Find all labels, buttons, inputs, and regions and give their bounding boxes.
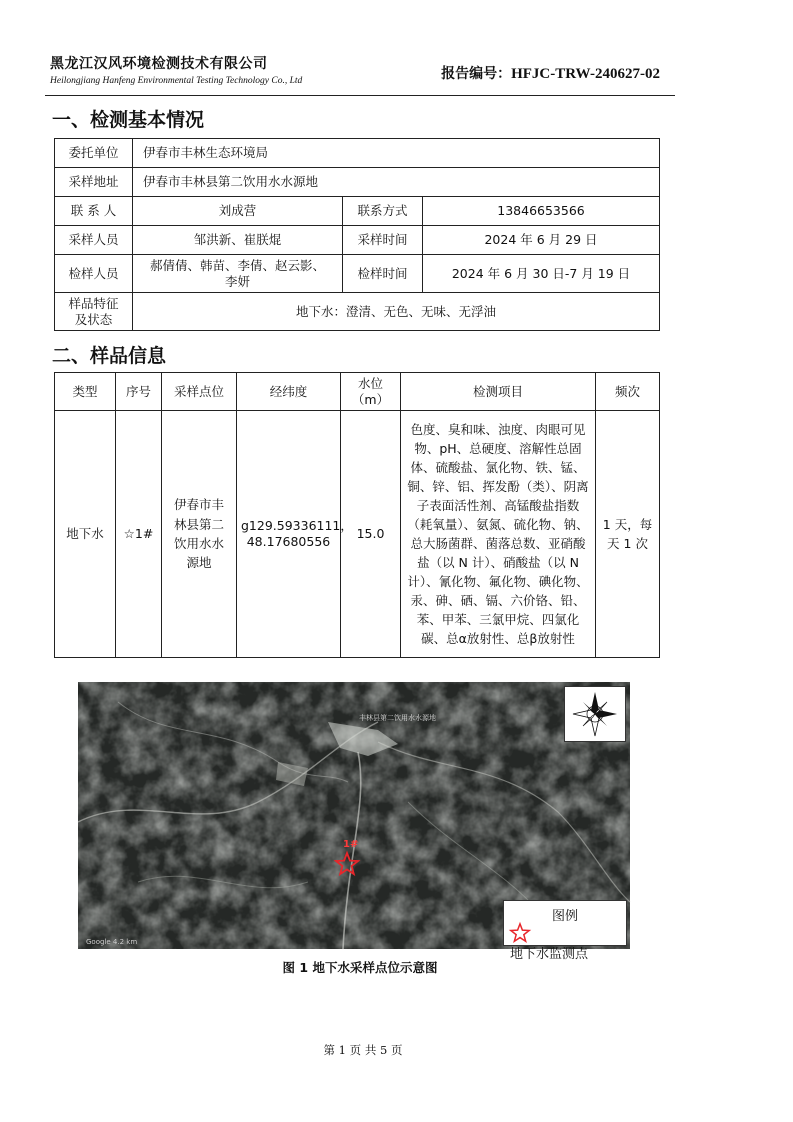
report-number-value: HFJC-TRW-240627-02 (511, 66, 660, 82)
table-row (55, 411, 660, 658)
contact-value: 刘成营 (133, 197, 343, 226)
sample-time-value: 2024 年 6 月 29 日 (423, 226, 660, 255)
monitoring-point-label: 1# (343, 839, 359, 850)
table-row (55, 255, 660, 293)
map-legend (503, 900, 627, 962)
header-no: 序号 (116, 373, 162, 411)
page-footer: 第 1 页 共 5 页 (323, 1043, 403, 1057)
legend-item-label: 地下水监测点 (510, 947, 589, 962)
header-level: 水位（m） (341, 373, 401, 411)
phone-value: 13846653566 (423, 197, 660, 226)
row-point: 伊春市丰林县第二饮用水水源地 (162, 411, 237, 658)
header-coord: 经纬度 (237, 373, 341, 411)
row-freq: 1 天，每天 1 次 (596, 411, 660, 658)
row-coord: g129.59336111，48.17680556 (237, 411, 341, 658)
test-time-label: 检样时间 (343, 255, 423, 293)
client-label: 委托单位 (55, 139, 133, 168)
contact-label: 联 系 人 (55, 197, 133, 226)
report-number-label: 报告编号： (441, 66, 512, 82)
header-type: 类型 (55, 373, 116, 411)
table-header-row (55, 373, 660, 411)
table-row (55, 226, 660, 255)
row-items: 色度、臭和味、浊度、肉眼可见物、pH、总硬度、溶解性总固体、硫酸盐、氯化物、铁、锰、铜、锌、铝、挥发酚（类）、阴离子表面活性剂、高锰酸盐指数（耗氧量）、氨氮、硫化物、钠、总大肠菌群、菌落总数、亚硝酸盐（以 N 计）、硝酸盐（以 N 计）、氰化物、氟化物、碘化物、汞、砷、硒、镉、六价铬、铅、苯、甲苯、三氯甲烷、四氯化碳、总α放射性、总β放射性 (401, 411, 596, 658)
company-block (50, 53, 302, 86)
map-scale-text: Google 4.2 km (86, 938, 138, 946)
site-label: 采样地址 (55, 168, 133, 197)
header-freq: 频次 (596, 373, 660, 411)
company-name-cn: 黑龙江汉风环境检测技术有限公司 (50, 56, 268, 72)
table-row (55, 139, 660, 168)
test-time-value: 2024 年 6 月 30 日-7 月 19 日 (423, 255, 660, 293)
header-items: 检测项目 (401, 373, 596, 411)
row-no: ☆1# (116, 411, 162, 658)
satellite-map (78, 682, 630, 962)
sample-info-table (54, 372, 660, 658)
table-row (55, 293, 660, 331)
section-title-basic: 一、检测基本情况 (52, 109, 205, 131)
compass-icon (565, 687, 625, 741)
legend-title: 图例 (551, 909, 578, 924)
star-icon (510, 923, 530, 943)
row-type: 地下水 (55, 411, 116, 658)
state-value: 地下水：澄清、无色、无味、无浮油 (133, 293, 660, 331)
compass-rose-icon (564, 686, 626, 742)
phone-label: 联系方式 (343, 197, 423, 226)
company-name-en: Heilongjiang Hanfeng Environmental Testing Technology Co., Ltd (50, 76, 303, 86)
map-poi-label: 丰林县第二饮用水水源地 (359, 714, 436, 722)
sampler-value: 邹洪新、崔朕焜 (133, 226, 343, 255)
site-value: 伊春市丰林县第二饮用水水源地 (133, 168, 660, 197)
tester-label: 检样人员 (55, 255, 133, 293)
row-level: 15.0 (341, 411, 401, 658)
figure-caption: 图 1 地下水采样点位示意图 (282, 960, 438, 975)
section-title-sample: 二、样品信息 (52, 345, 167, 367)
legend-item (510, 923, 588, 962)
report-number (441, 63, 660, 83)
client-value: 伊春市丰林生态环境局 (133, 139, 660, 168)
table-row (55, 197, 660, 226)
state-label: 样品特征及状态 (55, 293, 133, 331)
sampler-label: 采样人员 (55, 226, 133, 255)
sample-time-label: 采样时间 (343, 226, 423, 255)
header-divider (45, 95, 675, 96)
basic-info-table (54, 138, 660, 331)
table-row (55, 168, 660, 197)
tester-value: 郝倩倩、韩苗、李倩、赵云影、李妍 (133, 255, 343, 293)
header-point: 采样点位 (162, 373, 237, 411)
monitoring-point-star-icon (335, 852, 359, 876)
